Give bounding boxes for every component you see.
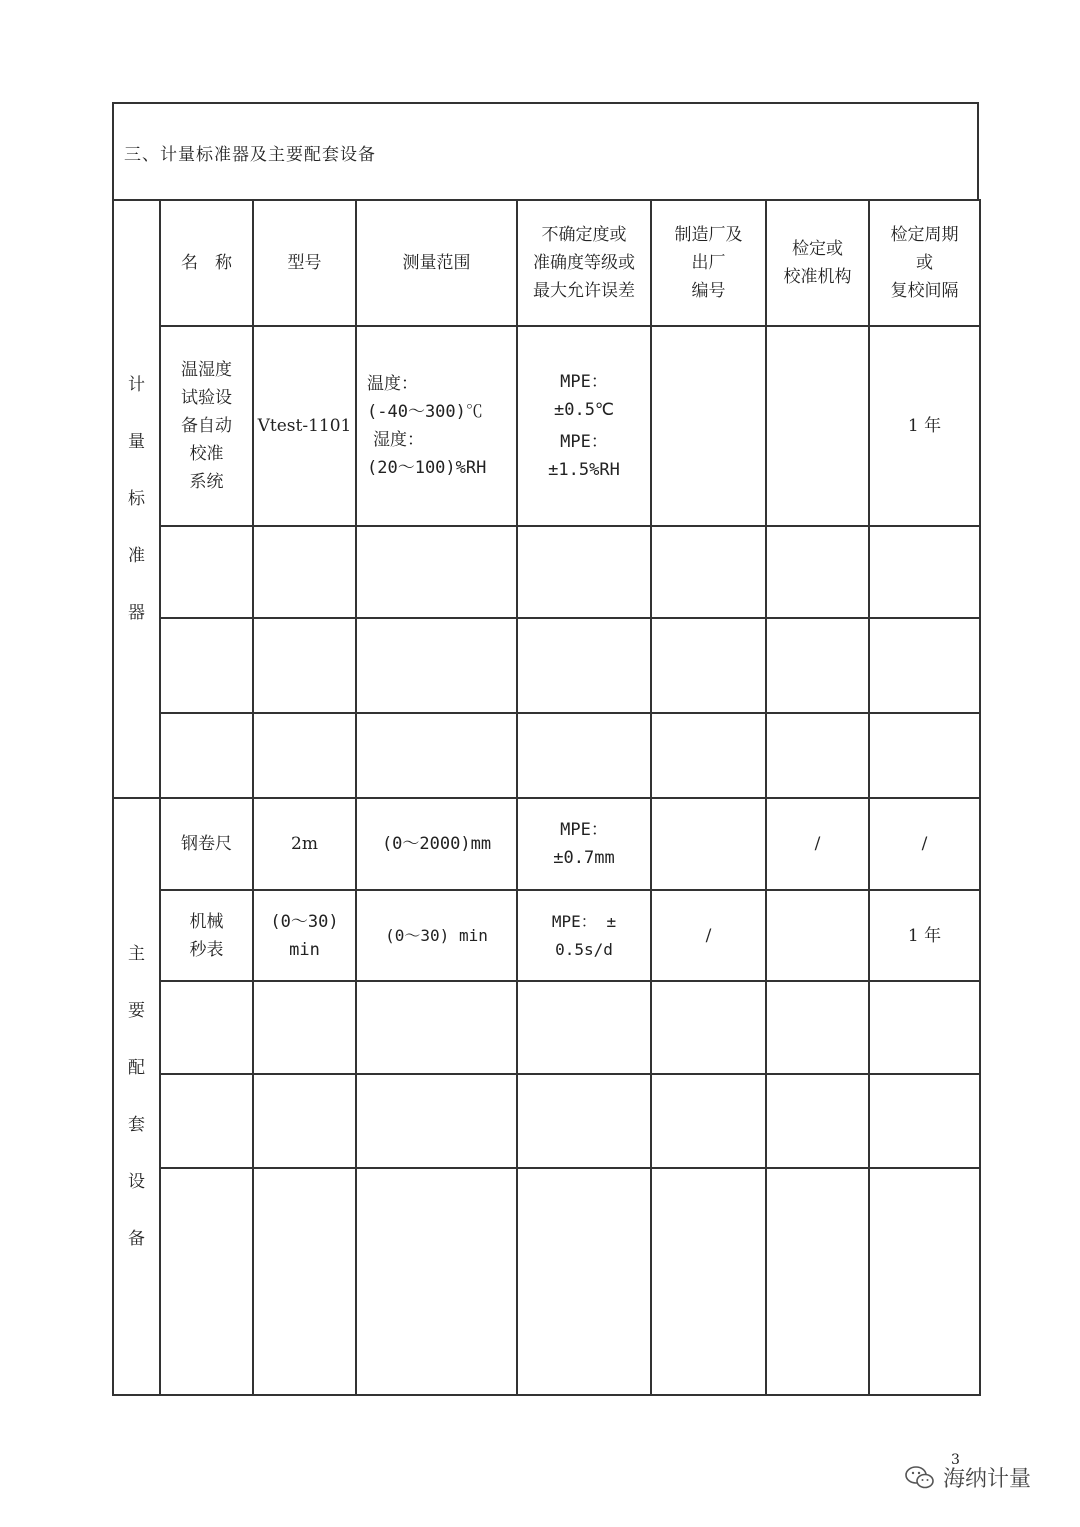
cell-uncertainty: MPE： ±0.5℃ MPE： ±1.5%RH <box>517 326 651 526</box>
cell-model: 2m <box>253 798 356 890</box>
cell-period: 1 年 <box>869 326 980 526</box>
header-row <box>113 200 980 326</box>
table-row <box>113 618 980 713</box>
cell-agency <box>766 326 869 526</box>
header-manufacturer: 制造厂及 出厂 编号 <box>651 200 766 326</box>
cell-range: 温度： (-40～300)℃ 湿度： (20～100)%RH <box>356 326 517 526</box>
header-agency: 检定或 校准机构 <box>766 200 869 326</box>
cell-period: / <box>869 798 980 890</box>
cell-manufacturer: / <box>651 890 766 981</box>
cell-period: 1 年 <box>869 890 980 981</box>
table-row <box>113 981 980 1074</box>
page-number: 3 <box>951 1452 960 1468</box>
cell-range: (0～30) min <box>356 890 517 981</box>
table-row <box>113 1168 980 1395</box>
wechat-icon <box>905 1465 935 1491</box>
cell-model: Vtest-1101 <box>253 326 356 526</box>
watermark-text: 海纳计量 <box>943 1467 1032 1492</box>
header-name: 名 称 <box>160 200 253 326</box>
table-row <box>113 890 980 981</box>
table-row <box>113 713 980 798</box>
group-label-standards: 计 量 标 准 器 <box>113 200 160 798</box>
section-header <box>112 102 979 201</box>
table-row <box>113 326 980 526</box>
table-row <box>113 798 980 890</box>
cell-agency: / <box>766 798 869 890</box>
table-row <box>113 1074 980 1168</box>
watermark <box>905 1462 1031 1493</box>
cell-uncertainty: MPE： ± 0.5s/d <box>517 890 651 981</box>
cell-manufacturer <box>651 326 766 526</box>
cell-agency <box>766 890 869 981</box>
header-range: 测量范围 <box>356 200 517 326</box>
header-period: 检定周期 或 复校间隔 <box>869 200 980 326</box>
table-row <box>113 526 980 618</box>
cell-name: 机械 秒表 <box>160 890 253 981</box>
cell-manufacturer <box>651 798 766 890</box>
header-model: 型号 <box>253 200 356 326</box>
equipment-table <box>112 199 981 1396</box>
section-title: 三、计量标准器及主要配套设备 <box>124 145 376 165</box>
cell-model: (0～30) min <box>253 890 356 981</box>
cell-range: (0～2000)mm <box>356 798 517 890</box>
cell-uncertainty: MPE： ±0.7mm <box>517 798 651 890</box>
header-uncertainty: 不确定度或 准确度等级或 最大允许误差 <box>517 200 651 326</box>
cell-name: 温湿度 试验设 备自动 校准 系统 <box>160 326 253 526</box>
cell-name: 钢卷尺 <box>160 798 253 890</box>
group-label-equipment: 主 要 配 套 设 备 <box>113 798 160 1395</box>
